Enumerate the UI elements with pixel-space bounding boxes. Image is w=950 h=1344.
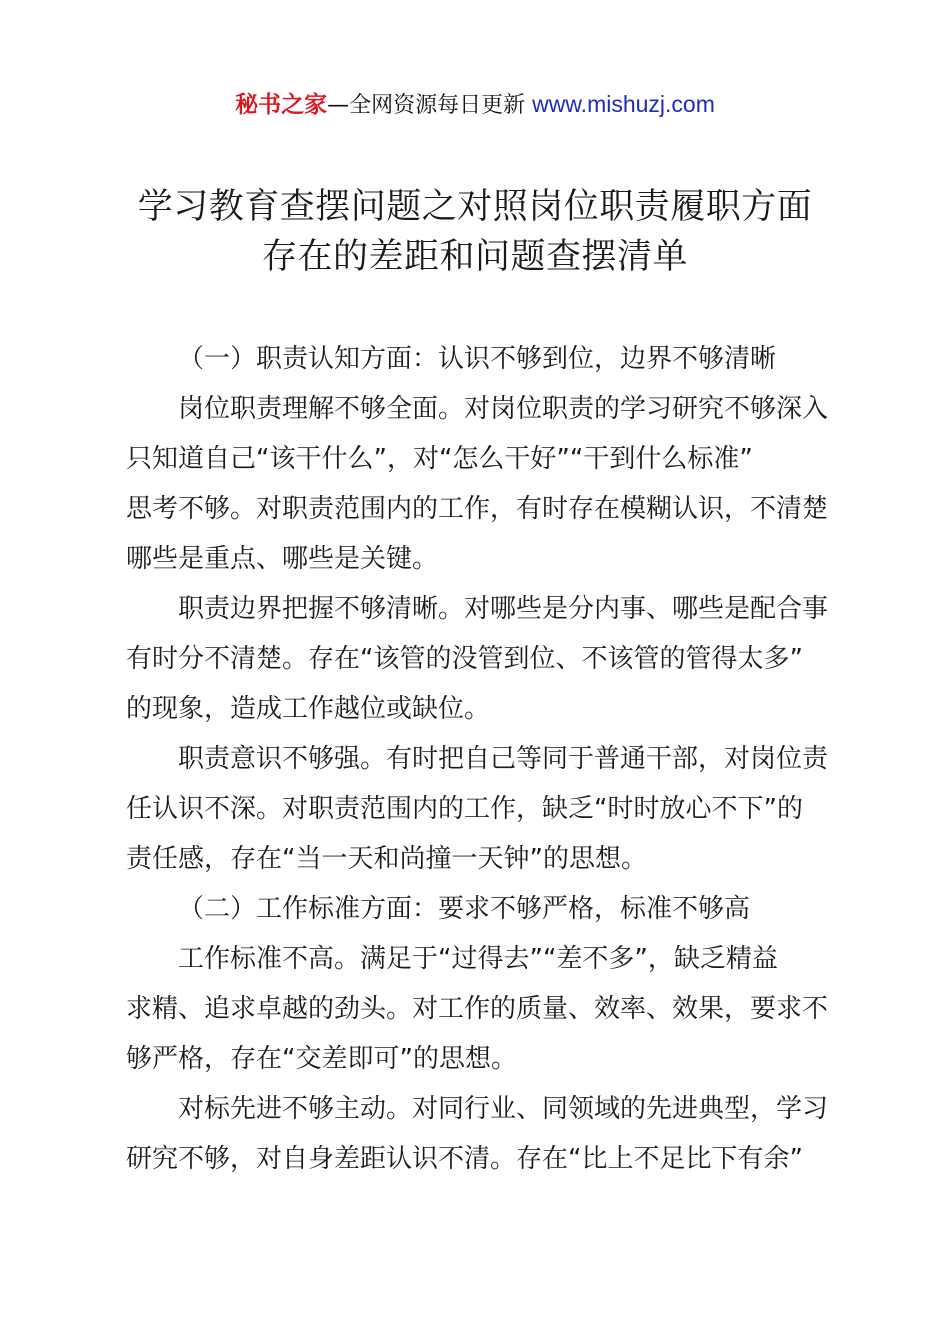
paragraph-line: 有时分不清楚。存在“该管的没管到位、不该管的管得太多” <box>126 644 803 674</box>
paragraph-line: 思考不够。对职责范围内的工作，有时存在模糊认识，不清楚 <box>126 494 829 524</box>
paragraph-line: 职责边界把握不够清晰。对哪些是分内事、哪些是配合事 <box>178 594 829 624</box>
paragraph-line: 工作标准不高。满足于“过得去”“差不多”，缺乏精益 <box>178 944 778 974</box>
section-heading-1: （一）职责认知方面：认识不够到位，边界不够清晰 <box>178 344 777 374</box>
site-url-link[interactable]: www.mishuzj.com <box>532 91 715 117</box>
title-line-1: 学习教育查摆问题之对照岗位职责履职方面 <box>137 187 813 227</box>
section-heading-2: （二）工作标准方面：要求不够严格，标准不够高 <box>178 894 751 924</box>
site-header <box>0 88 950 122</box>
brand-name: 秘书之家 <box>235 92 328 118</box>
paragraph-line: 的现象，造成工作越位或缺位。 <box>126 694 491 724</box>
paragraph-line: 任认识不深。对职责范围内的工作，缺乏“时时放心不下”的 <box>126 794 803 824</box>
paragraph-line: 只知道自己“该干什么”，对“怎么干好”“干到什么标准” <box>126 444 753 474</box>
paragraph-line: 职责意识不够强。有时把自己等同于普通干部，对岗位责 <box>178 744 829 774</box>
paragraph-line: 对标先进不够主动。对同行业、同领域的先进典型，学习 <box>178 1094 829 1124</box>
paragraph-line: 够严格，存在“交差即可”的思想。 <box>126 1044 517 1074</box>
paragraph-line: 岗位职责理解不够全面。对岗位职责的学习研究不够深入 <box>178 394 829 424</box>
paragraph-line: 研究不够，对自身差距认识不清。存在“比上不足比下有余” <box>126 1144 803 1174</box>
document-title <box>60 182 890 282</box>
title-line-2: 存在的差距和问题查摆清单 <box>261 237 688 277</box>
paragraph-line: 责任感，存在“当一天和尚撞一天钟”的思想。 <box>126 844 647 874</box>
document-body <box>126 334 846 1184</box>
paragraph-line: 求精、追求卓越的劲头。对工作的质量、效率、效果，要求不 <box>126 994 829 1024</box>
site-tagline: —全网资源每日更新 <box>327 93 526 118</box>
paragraph-line: 哪些是重点、哪些是关键。 <box>126 544 439 574</box>
